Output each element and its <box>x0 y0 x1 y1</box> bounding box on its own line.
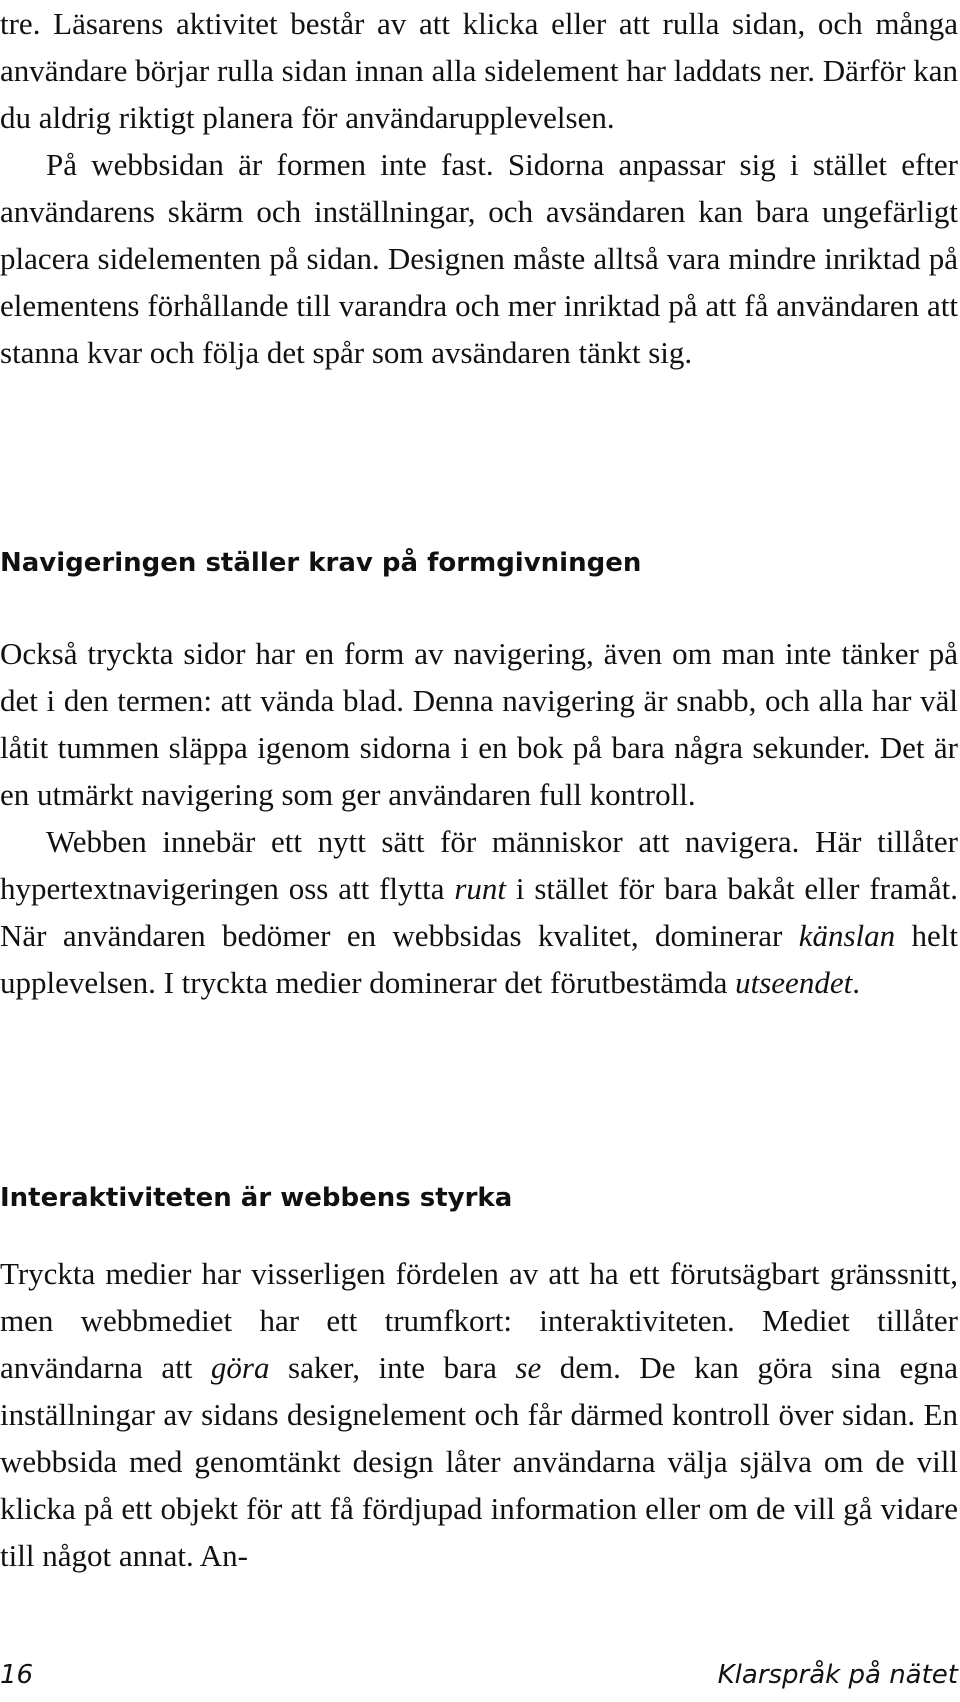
emphasis: göra <box>210 1350 270 1385</box>
page-number: 16 <box>0 1660 34 1690</box>
paragraph <box>0 1250 958 1579</box>
emphasis: runt <box>454 871 507 906</box>
text-run: helt upplevelsen. I tryckta medier dominerar det förutbestämda <box>0 918 958 1000</box>
emphasis: utseendet <box>735 965 853 1000</box>
text-run: i stället för bara bakåt eller framåt. När användaren bedömer en webbsidas kvalitet, dominerar <box>0 871 958 953</box>
paragraph: tre. Läsarens aktivitet består av att klicka eller att rulla sidan, och många användare börjar rulla sidan innan alla sidelement har laddats ner. Därför kan du aldrig riktigt planera för användarupplevelsen. <box>0 6 958 135</box>
text-run: dem. De kan göra sina egna inställningar av sidans designelement och får därmed kontroll över sidan. En webbsida med genomtänkt design låter användarna välja själva om de vill klicka på ett objekt för att få fördjupad information eller om de vill gå vidare till något annat. An- <box>0 1350 958 1573</box>
paragraph: Också tryckta sidor har en form av navigering, även om man inte tänker på det i den termen: att vända blad. Denna navigering är snabb, och alla har väl låtit tummen släppa igenom sidorna i en bok på bara några sekunder. Det är en utmärkt navigering som ger användaren full kontroll. <box>0 636 958 812</box>
paragraph: På webbsidan är formen inte fast. Sidorna anpassar sig i stället efter användarens skärm och inställningar, och avsändaren kan bara ungefärligt placera sidelementen på sidan. Designen måste alltså vara mindre inriktad på elementens förhållande till varandra och mer inriktad på att få användaren att stanna kvar och följa det spår som avsändaren tänkt sig. <box>0 147 958 370</box>
text-run: Webben innebär ett nytt sätt för människor att navigera. Här tillåter hypertextnavigeringen oss att flytta <box>0 824 958 906</box>
section-navigation <box>0 630 958 1006</box>
running-footer-title: Klarspråk på nätet <box>717 1660 958 1690</box>
text-run: . <box>852 965 860 1000</box>
paragraph <box>0 818 958 1006</box>
emphasis: känslan <box>798 918 896 953</box>
section-interactivity <box>0 1250 958 1579</box>
text-run: Tryckta medier har visserligen fördelen av att ha ett förutsägbart gränssnitt, men webbmediet har ett trumfkort: interaktiviteten. Mediet tillåter användarna att <box>0 1256 958 1385</box>
section-intro <box>0 0 958 376</box>
text-run: saker, inte bara <box>269 1350 516 1385</box>
section-heading: Interaktiviteten är webbens styrka <box>0 1183 513 1213</box>
section-heading: Navigeringen ställer krav på formgivningen <box>0 548 642 578</box>
emphasis: se <box>515 1350 542 1385</box>
